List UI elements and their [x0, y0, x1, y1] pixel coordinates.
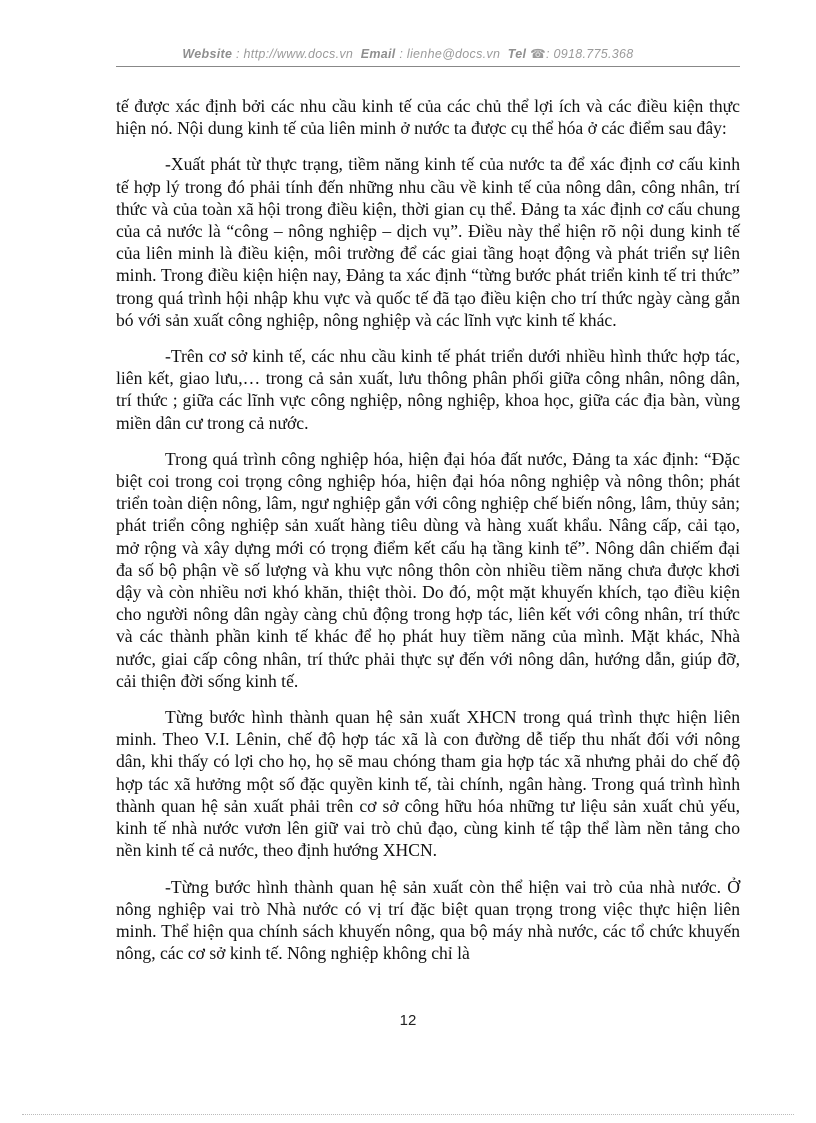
tel-value: : 0918.775.368 — [545, 47, 634, 61]
header-divider — [116, 66, 740, 67]
email-label: Email — [360, 47, 396, 61]
website-value: : http://www.docs.vn — [236, 47, 354, 61]
paragraph: Trong quá trình công nghiệp hóa, hiện đại hóa đất nước, Đảng ta xác định: “Đặc biệt coi trong coi trọng công nghiệp hóa, hiện đại hóa nông nghiệp và nông thôn; phát triển toàn diện nông, lâm, ngư nghiệp gắn với công nghiệp chế biến nông, lâm, thủy sản; phát triển công nghiệp sản xuất hàng tiêu dùng và hàng xuất khẩu. Nâng cấp, cải tạo, mở rộng và xây dựng mới có trọng điểm kết cấu hạ tầng kinh tế”. Nông dân chiếm đại đa số bộ phận về số lượng và khu vực nông thôn còn nhiều tiềm năng chưa được khơi dậy và còn nhiều nơi khó khăn, thiệt thòi. Do đó, một mặt khuyến khích, tạo điều kiện cho người nông dân ngày càng chủ động trong hợp tác, liên kết với công nhân, trí thức và các thành phần kinh tế khác để họ phát huy tiềm năng của mình. Mặt khác, Nhà nước, giai cấp công nhân, trí thức phải thực sự đến với nông dân, hướng dẫn, giúp đỡ, cải thiện đời sống kinh tế. — [116, 448, 740, 691]
tel-label: Tel — [507, 47, 527, 61]
paragraph: -Từng bước hình thành quan hệ sản xuất còn thể hiện vai trò của nhà nước. Ở nông nghiệp vai trò Nhà nước có vị trí đặc biệt quan trọng trong việc thực hiện liên minh. Thể hiện qua chính sách khuyến nông, qua bộ máy nhà nước, các tổ chức khuyến nông, các cơ sở kinh tế. Nông nghiệp không chỉ là — [116, 876, 740, 964]
document-body — [116, 95, 740, 978]
paragraph: Từng bước hình thành quan hệ sản xuất XHCN trong quá trình thực hiện liên minh. Theo V.I. Lênin, chế độ hợp tác xã là con đường dễ tiếp thu nhất đối với nông dân, khi thấy có lợi cho họ, họ sẽ mau chóng tham gia hợp tác xã nhưng phải do chế độ hợp tác xã hưởng một số đặc quyền kinh tế, tài chính, ngân hàng. Trong quá trình hình thành quan hệ sản xuất phải trên cơ sở công hữu hóa những tư liệu sản xuất chủ yếu, kinh tế nhà nước vươn lên giữ vai trò chủ đạo, cùng kinh tế tập thể làm nền tảng cho nền kinh tế cả nước, theo định hướng XHCN. — [116, 707, 740, 861]
paragraph: tế được xác định bởi các nhu cầu kinh tế của các chủ thể lợi ích và các điều kiện thực hiện nó. Nội dung kinh tế của liên minh ở nước ta được cụ thể hóa ở các điểm sau đây: — [116, 96, 740, 139]
phone-icon: ☎ — [530, 47, 546, 61]
website-label: Website — [182, 47, 233, 61]
paragraph: -Trên cơ sở kinh tế, các nhu cầu kinh tế phát triển dưới nhiều hình thức hợp tác, liên kết, giao lưu,… trong cả sản xuất, lưu thông phân phối giữa công nhân, nông dân, trí thức ; giữa các lĩnh vực công nghiệp, nông nghiệp, khoa học, giữa các địa bàn, vùng miền dân cư trong cả nước. — [116, 346, 740, 433]
email-value: : lienhe@docs.vn — [399, 47, 501, 61]
footer-divider — [22, 1114, 794, 1115]
page-number: 12 — [399, 1012, 417, 1029]
paragraph: -Xuất phát từ thực trạng, tiềm năng kinh tế của nước ta để xác định cơ cấu kinh tế hợp lý trong đó phải tính đến những nhu cầu về kinh tế của nông dân, công nhân, trí thức và của toàn xã hội trong điều kiện, thời gian cụ thể. Đảng ta xác định cơ cấu chung của cả nước là “công – nông nghiệp – dịch vụ”. Điều này thể hiện rõ nội dung kinh tế của liên minh là điều kiện, môi trường để các giai tầng hoạt động và phát triển sự liên minh. Trong điều kiện hiện nay, Đảng ta xác định “từng bước phát triển kinh tế tri thức” trong quá trình hội nhập khu vực và quốc tế đã tạo điều kiện cho trí thức ngày càng gắn bó với sản xuất công nghiệp, nông nghiệp và các lĩnh vực kinh tế khác. — [116, 154, 740, 330]
page-header — [0, 46, 816, 61]
